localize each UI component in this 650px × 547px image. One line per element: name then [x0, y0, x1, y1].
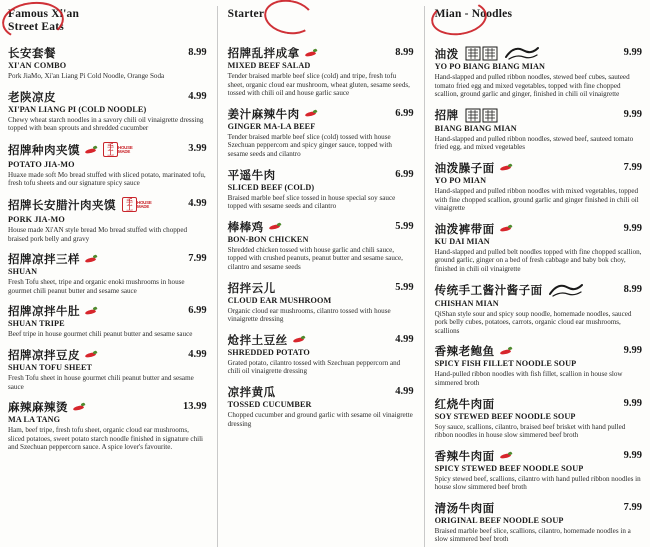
menu-item-name-english: TOSSED CUCUMBER [227, 399, 312, 409]
menu-item-name-english: SLICED BEEF (COLD) [227, 182, 315, 192]
menu-item-price: 6.99 [395, 168, 414, 180]
menu-item-name-chinese: 油泼臊子面 [434, 160, 495, 175]
menu-item-name-english: SHUAN TOFU SHEET [8, 362, 93, 372]
menu-item-description: Hand-slapped and pulled ribbon noodles, stewed beef, sauteed tomato fried egg, and mixed vegetables [434, 134, 634, 152]
menu-item-name-english: ORIGINAL BEEF NOODLE SOUP [434, 515, 564, 525]
menu-item-name [435, 344, 620, 358]
menu-column-famous-street-eats [8, 6, 217, 547]
menu-item[interactable] [228, 107, 414, 159]
menu-item-name-english: BON-BON CHICKEN [227, 234, 309, 244]
menu-item-price: 5.99 [395, 281, 414, 293]
menu-item-name-chinese: 香辣牛肉面 [434, 448, 495, 463]
menu-item-price: 7.99 [188, 253, 207, 265]
menu-item[interactable] [228, 220, 414, 272]
section-title-line1: Mian - Noodles [434, 8, 513, 20]
menu-item-description: Soy sauce, scallions, cilantro, braised beef brisket with hand pulled ribbon noodles in house slow simmered beef broth [434, 422, 626, 440]
chili-pepper-icon [304, 49, 317, 58]
menu-item-name-chinese: 招牌长安腊汁肉夹馍 [8, 198, 116, 213]
menu-item-name-english: KU DAI MIAN [434, 236, 490, 246]
menu-item-name [435, 283, 620, 298]
menu-item-row [228, 46, 414, 60]
menu-item-name-chinese: 传统手工酱汁酱子面 [434, 283, 543, 298]
chili-pepper-icon [84, 350, 97, 359]
menu-item-description: Huaxe made soft Mo bread stuffed with sliced potato, marinated tofu, fresh tofu sheets and our signature spicy sauce [8, 170, 206, 188]
biang-character-icon [465, 46, 499, 61]
menu-item[interactable] [8, 46, 207, 81]
handmade-stamp-icon [103, 142, 133, 159]
menu-item-description: Grated potato, cilantro tossed with Szechuan peppercorn and chili oil vinaigrette dressing [227, 358, 401, 376]
menu-item-description: Shredded chicken tossed with house garlic and chili sauce, topped with crushed peanuts, peanut butter and sesame sauce, cilantro and sesame seeds [227, 245, 403, 271]
chili-pepper-icon [499, 224, 512, 233]
menu-item-row [8, 90, 207, 104]
menu-item-name [228, 168, 392, 182]
menu-item[interactable] [8, 252, 207, 295]
menu-item-description: Hand-slapped and pulled belt noodles topped with fine chopped scallion, ground garlic, ginger on a bed of fresh cabbage and baby bok choy, finished in chili oil vinaigrette [434, 247, 642, 273]
menu-item[interactable] [228, 281, 414, 324]
menu-item-name-chinese: 油泼裤带面 [434, 221, 495, 236]
section-header-mian [435, 6, 642, 36]
menu-item-row [435, 501, 642, 515]
menu-item-description: Spicy stewed beef, scallions, cilantro with hand pulled ribbon noodles in house slow simmered beef broth [434, 474, 641, 492]
menu-item-name [435, 222, 620, 236]
menu-item-name-english: SHREDDED POTATO [227, 347, 310, 357]
menu-item-row [228, 107, 414, 121]
menu-item[interactable] [8, 90, 207, 133]
menu-item-name-chinese: 招牌 [434, 108, 459, 123]
menu-column-mian-noodles [424, 6, 642, 547]
menu-item-name-chinese: 招牌种肉夹馍 [8, 143, 80, 158]
menu-item-row [435, 344, 642, 358]
menu-item-name-chinese: 麻辣麻辣烫 [8, 400, 68, 415]
menu-item-row [435, 161, 642, 175]
menu-item-name [8, 46, 184, 60]
menu-item-price: 13.99 [183, 401, 207, 413]
menu-item-description: QiShan style sour and spicy soup noodle, homemade noodles, sauced pork belly cubes, potatoes, carrots, organic cloud ear mushrooms, scallions [434, 309, 632, 335]
menu-item-description: Ham, beef tripe, fresh tofu sheet, organic cloud ear mushrooms, sliced potatoes, sweet potato starch noodle finished in signature chili and Szechuan peppercorn sauce. A spice lover's favourite. [8, 426, 204, 452]
menu-item-name [228, 107, 392, 121]
menu-item-name-chinese: 招牌凉拌豆皮 [8, 347, 80, 362]
menu-item-price: 4.99 [395, 333, 414, 345]
handmade-stamp-label: HOUSE MADE [118, 144, 133, 155]
menu-item-price: 3.99 [188, 142, 207, 154]
menu-item-name-chinese: 炝拌土豆丝 [227, 332, 288, 347]
menu-item-price: 8.99 [188, 47, 207, 58]
menu-item[interactable] [435, 222, 642, 274]
menu-item-name-chinese: 招牌乱拌成拿 [227, 46, 300, 60]
menu-item-name-english: YO PO BIANG BIANG MIAN [434, 62, 546, 71]
menu-item-price: 9.99 [623, 47, 642, 58]
menu-item[interactable] [228, 168, 414, 211]
menu-item[interactable] [435, 501, 642, 544]
menu-item-name-english: SHUAN TRIPE [8, 319, 65, 329]
menu-item-name-english: XI'PAN LIANG PI (COLD NOODLE) [8, 104, 147, 114]
menu-column-starter [217, 6, 424, 547]
menu-item-name [8, 252, 184, 266]
menu-item[interactable] [228, 46, 414, 98]
menu-item-name [8, 197, 184, 214]
menu-item-price: 4.99 [395, 385, 414, 397]
menu-item-row [435, 222, 642, 236]
menu-item-name-chinese: 平遥牛肉 [227, 167, 276, 182]
menu-item-description: Hand-pulled ribbon noodles with fish fillet, scallion in house slow simmered broth [434, 370, 623, 387]
menu-item-description: House made Xi'AN style bread Mo bread stuffed with chopped braised pork belly and gravy [8, 225, 188, 243]
menu-item-price: 7.99 [623, 161, 642, 173]
menu-item-name-english: SPICY FISH FILLET NOODLE SOUP [434, 359, 577, 369]
chili-pepper-icon [72, 403, 85, 412]
menu-item[interactable] [435, 46, 642, 99]
menu-item-name-chinese: 油泼 [434, 46, 459, 61]
menu-item-price: 6.99 [188, 305, 207, 317]
chili-pepper-icon [84, 146, 97, 155]
menu-item[interactable] [435, 108, 642, 152]
menu-item-row [8, 252, 207, 266]
section-header-starter [228, 6, 414, 36]
chili-pepper-icon [84, 255, 97, 264]
menu-item-price: 9.99 [623, 449, 642, 461]
menu-item-name-english: PORK JIA-MO [8, 214, 65, 224]
menu-item[interactable] [435, 283, 642, 336]
menu-item-row [8, 197, 207, 214]
menu-item-row [8, 46, 207, 60]
menu-item-name-chinese: 招牌凉拌牛肚 [8, 304, 80, 319]
menu-item-name-english: SHUAN [8, 267, 38, 277]
menu-item[interactable] [435, 449, 642, 492]
menu-item-description: Organic cloud ear mushrooms, cilantro tossed with house vinaigrette dressing [227, 306, 391, 324]
menu-item-description: Beef tripe in house gourmet chili peanut butter and sesame sauce [8, 330, 193, 339]
menu-item-price: 9.99 [623, 397, 642, 409]
menu-item-name [228, 46, 392, 60]
menu-item-row [8, 400, 207, 414]
chili-pepper-icon [84, 307, 97, 316]
menu-item-name-english: YO PO MIAN [434, 175, 487, 185]
menu-item[interactable] [228, 333, 414, 376]
menu-item-description: Hand-slapped and pulled ribbon noodles with mixed vegetables, topped with fine chopped scallion, ground garlic and ginger finished in chili oil vinaigrette [434, 186, 639, 213]
section-title-starter [228, 6, 414, 21]
menu-item-name-english: XI'AN COMBO [8, 61, 67, 70]
menu-item-price: 6.99 [395, 107, 414, 119]
menu-item-price: 9.99 [623, 108, 642, 120]
menu-item-name-chinese: 香辣老鲍鱼 [434, 344, 495, 359]
menu-item-name [8, 142, 184, 159]
menu-item-name-english: BIANG BIANG MIAN [434, 123, 517, 133]
chili-pepper-icon [268, 222, 281, 231]
menu-item-row [8, 348, 207, 362]
menu-item-row [228, 220, 414, 234]
menu-item-name-chinese: 招拌云儿 [227, 280, 276, 295]
menu-item-price: 9.99 [623, 345, 642, 357]
chili-pepper-icon [292, 335, 305, 344]
menu-item-name [435, 449, 620, 463]
menu-item-row [228, 333, 414, 347]
menu-item-name-english: GINGER MA-LA BEEF [227, 121, 316, 131]
menu-item-row [435, 108, 642, 123]
menu-item-name [435, 108, 620, 123]
menu-item-name-english: POTATO JIA-MO [8, 159, 75, 169]
menu-item-description: Fresh Tofu sheet in house gourmet chili peanut butter and sesame sauce [8, 373, 194, 391]
chili-pepper-icon [499, 163, 512, 172]
menu-item-price: 4.99 [188, 348, 207, 360]
handmade-stamp-icon [122, 197, 152, 214]
calligraphy-brush-icon [549, 283, 583, 298]
menu-item-name-chinese: 凉拌黄瓜 [227, 384, 276, 399]
chili-pepper-icon [499, 451, 512, 460]
menu-item-name [8, 400, 179, 414]
chili-pepper-icon [304, 109, 317, 118]
chili-pepper-icon [499, 347, 512, 356]
menu-item-description: Hand-slapped and pulled ribbon noodles, stewed beef cubes, sauteed tomato fried egg and mixed vegetables, topped with fine chopped scallion, ground garlic and ginger, finished in chili oil vinaigrette [434, 73, 630, 99]
menu-item-row [8, 142, 207, 159]
menu-item-row [435, 397, 642, 411]
menu-item-row [8, 304, 207, 318]
menu-item[interactable] [435, 344, 642, 387]
menu-item-description: Braised marble beef slice, scallions, cilantro, homemade noodles in a slow simmered beef broth [434, 526, 631, 544]
menu-item-row [435, 283, 642, 298]
menu-item-name-english: MA LA TANG [8, 415, 61, 425]
section-title-line2: Street Eats [8, 21, 64, 33]
section-title-line1: Famous Xi'an [8, 8, 80, 20]
biang-character-icon [465, 108, 499, 123]
menu-item-row [228, 385, 414, 399]
menu-item-description: Chopped cucumber and ground garlic with sesame oil vinaigrette dressing [227, 410, 413, 428]
menu-item-name [435, 397, 620, 411]
menu-item-name-chinese: 招牌凉拌三样 [8, 252, 80, 267]
menu-item-description: Tender braised marble beef slice (cold) and tripe, fresh tofu sheet, organic cloud ear mushroom, wheat gluten, sesame seeds, tossed with chili oil and house garlic sauce [227, 72, 410, 98]
menu-item-row [435, 46, 642, 61]
menu-item-name [8, 348, 184, 362]
menu-item-description: Chewy wheat starch noodles in a savory chili oil vinaigrette dressing topped with bean sprouts and shredded cucumber [8, 115, 204, 133]
menu-item-price: 7.99 [623, 501, 642, 513]
menu-item-description: Braised marble beef slice tossed in house special soy sauce topped with sesame seeds and cilantro [227, 193, 396, 211]
menu-item-price: 8.99 [395, 47, 414, 58]
menu-item-price: 9.99 [623, 222, 642, 234]
menu-item-name-chinese: 红烧牛肉面 [434, 396, 495, 411]
menu-item-name-chinese: 清汤牛肉面 [434, 500, 495, 515]
menu-item-description: Tender braised marble beef slice (cold) tossed with house Szechuan peppercorn and spicy ginger sauce, topped with sesame seeds and cilantro [227, 132, 392, 158]
menu-item-name [8, 90, 184, 104]
menu-item-name-chinese: 棒棒鸡 [227, 219, 264, 234]
handmade-stamp-glyph: 手工 [103, 142, 118, 157]
menu-item[interactable] [8, 400, 207, 452]
menu-item-name [228, 281, 392, 295]
menu-item-name [435, 161, 620, 175]
menu-item-name-chinese: 老陕凉皮 [8, 89, 56, 104]
menu-item[interactable] [8, 197, 207, 243]
menu-item-name-english: SPICY STEWED BEEF NOODLE SOUP [434, 463, 584, 473]
menu-item-row [228, 168, 414, 182]
section-title-line1: Starter [227, 8, 265, 20]
menu-item[interactable] [435, 397, 642, 440]
menu-item-row [435, 449, 642, 463]
menu-item-name-chinese: 姜汁麻辣牛肉 [227, 106, 300, 121]
handmade-stamp-label: HOUSE MADE [137, 199, 152, 210]
menu-item-name [435, 501, 620, 515]
menu-item-name-english: CLOUD EAR MUSHROOM [227, 295, 332, 305]
menu-item[interactable] [435, 161, 642, 213]
menu-item-name [8, 304, 184, 318]
calligraphy-brush-icon [505, 46, 539, 61]
menu-item-name-english: SOY STEWED BEEF NOODLE SOUP [434, 411, 576, 421]
menu-item-name [228, 385, 392, 399]
menu-item-name-english: MIXED BEEF SALAD [227, 61, 311, 70]
menu-item-row [228, 281, 414, 295]
menu-item-name [228, 333, 392, 347]
menu-item[interactable] [8, 304, 207, 339]
menu-item-description: Fresh Tofu sheet, tripe and organic enoki mushrooms in house gourmet chili peanut butter and sesame sauce [8, 278, 185, 295]
menu-item[interactable] [8, 142, 207, 188]
handmade-stamp-glyph: 手工 [122, 197, 137, 212]
menu-item-name [435, 46, 620, 61]
menu-item-price: 8.99 [623, 283, 642, 295]
menu-item-name-english: CHISHAN MIAN [434, 298, 499, 308]
menu-item[interactable] [228, 385, 414, 428]
menu-item[interactable] [8, 348, 207, 391]
menu-item-price: 4.99 [188, 90, 207, 102]
menu-item-description: Pork JiaMo, Xi'an Liang Pi Cold Noodle, Orange Soda [8, 72, 165, 80]
menu-item-price: 4.99 [188, 197, 207, 209]
section-header-famous [8, 6, 207, 36]
menu-item-name-chinese: 长安套餐 [8, 46, 56, 60]
menu-item-name [228, 220, 392, 234]
menu-item-price: 5.99 [395, 220, 414, 232]
